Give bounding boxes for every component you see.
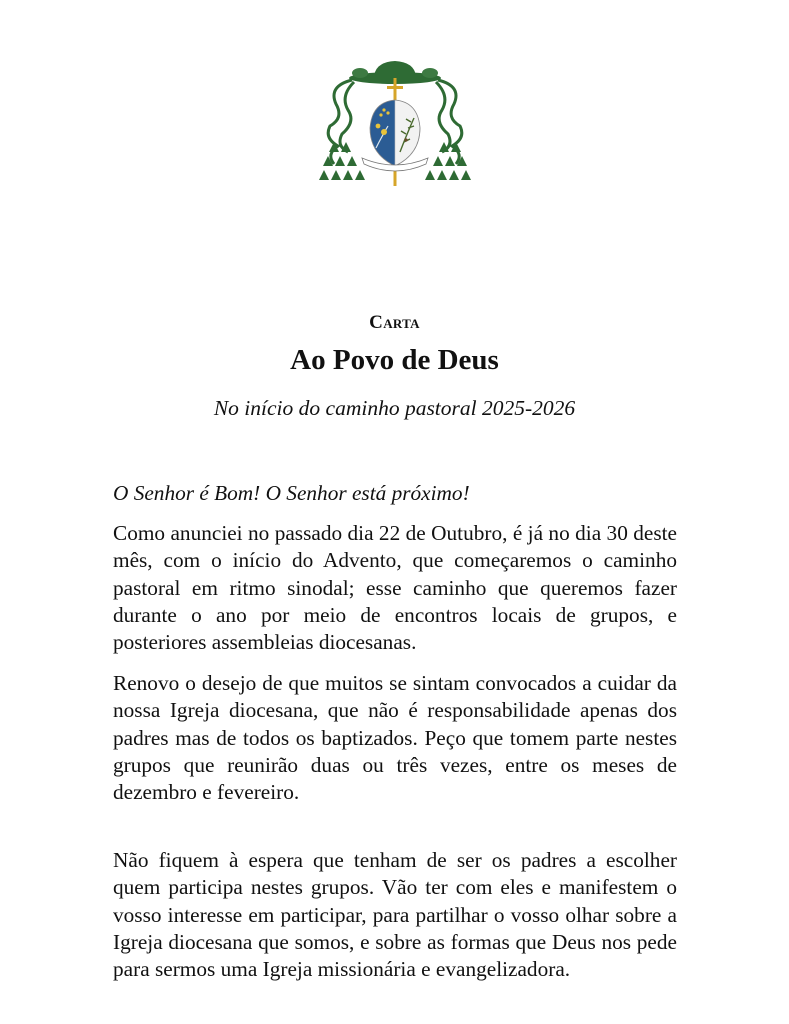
coat-of-arms-icon [318, 56, 472, 192]
document-subtitle: No início do caminho pastoral 2025-2026 [213, 396, 576, 420]
greeting: O Senhor é Bom! O Senhor está próximo! [113, 481, 470, 505]
document-title: Ao Povo de Deus [290, 344, 499, 376]
paragraph-1: Como anunciei no passado dia 22 de Outubro, é já no dia 30 deste mês, com o início do Advento, que começaremos o caminho pastoral em ritmo sinodal; esse caminho que queremos fazer durante o ano por meio de encontros locais de grupos, e posteriores assembleias diocesanas. [113, 521, 677, 655]
document-kicker: Carta [369, 312, 420, 333]
paragraph-3: Não fiquem à espera que tenham de ser os padres a escolher quem participa nestes grupos. Vão ter com eles e manifestem o vosso interesse em participar, para partilhar o vosso olhar sobre a Igreja diocesana que somos, e sobre as formas que Deus nos pede para sermos uma Igreja missionária e evangelizadora. [113, 848, 677, 982]
paragraph-2: Renovo o desejo de que muitos se sintam convocados a cuidar da nossa Igreja diocesana, que não é responsabilidade apenas dos padres mas de todos os baptizados. Peço que tomem parte nestes grupos que reunirão duas ou três vezes, entre os meses de dezembro e fevereiro. [113, 671, 677, 805]
